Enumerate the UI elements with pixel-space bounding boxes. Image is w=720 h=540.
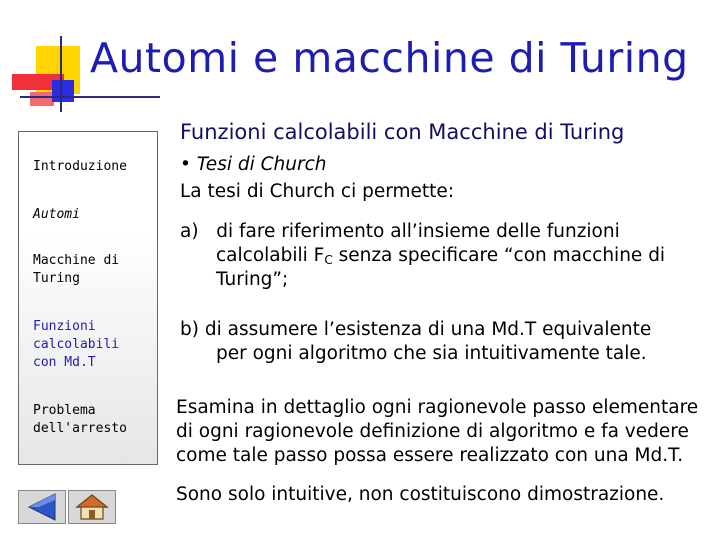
item-a-text: di fare riferimento all’insieme delle funzioni [216,221,620,242]
sidebar-item-introduzione[interactable]: Introduzione [33,159,127,174]
bullet-tesi-church: • Tesi di Church [180,154,327,175]
home-icon [69,491,115,523]
back-button[interactable] [18,490,66,524]
paragraph-line3: come tale passo possa essere realizzato con una Md.T. [176,445,684,466]
sidebar-item-funzioni-calcolabili[interactable]: Funzioni calcolabili con Md.T [33,319,120,370]
sidebar-item-automi[interactable]: Automi [33,207,80,222]
sidebar-item-macchine-di-turing[interactable]: Macchine di Turing [33,253,120,286]
item-a-line2-pre: calcolabili F [216,245,325,266]
item-a-line3: Turing”; [216,269,289,290]
paragraph-line1: Esamina in dettaglio ogni ragionevole passo elementare [176,397,699,418]
logo-vertical-line [60,36,62,112]
back-arrow-icon [19,491,65,523]
item-b-line1: b) di assumere l’esistenza di una Md.T equivalente [180,319,652,340]
item-a-line2-post: senza specificare “con macchine di [332,245,666,266]
paragraph-conclusion: Sono solo intuitive, non costituiscono dimostrazione. [176,484,665,505]
slide-subtitle: Funzioni calcolabili con Macchine di Turing [180,120,625,144]
slide-title: Automi e macchine di Turing [90,34,689,82]
home-button[interactable] [68,490,116,524]
item-a-line1 [180,220,620,244]
item-b-line2: per ogni algoritmo che sia intuitivamente tale. [216,343,647,364]
logo-pink-bar [30,92,54,106]
logo-blue-square [52,80,74,102]
item-a-subscript: C [324,253,333,267]
sidebar-item-problema-arresto[interactable]: Problema dell'arresto [33,403,127,436]
logo-horizontal-line [20,96,160,98]
sidebar-nav [18,131,158,465]
item-a-marker: a) [180,221,199,242]
intro-line: La tesi di Church ci permette: [180,181,455,202]
paragraph-line2: di ogni ragionevole definizione di algoritmo e fa vedere [176,421,689,442]
